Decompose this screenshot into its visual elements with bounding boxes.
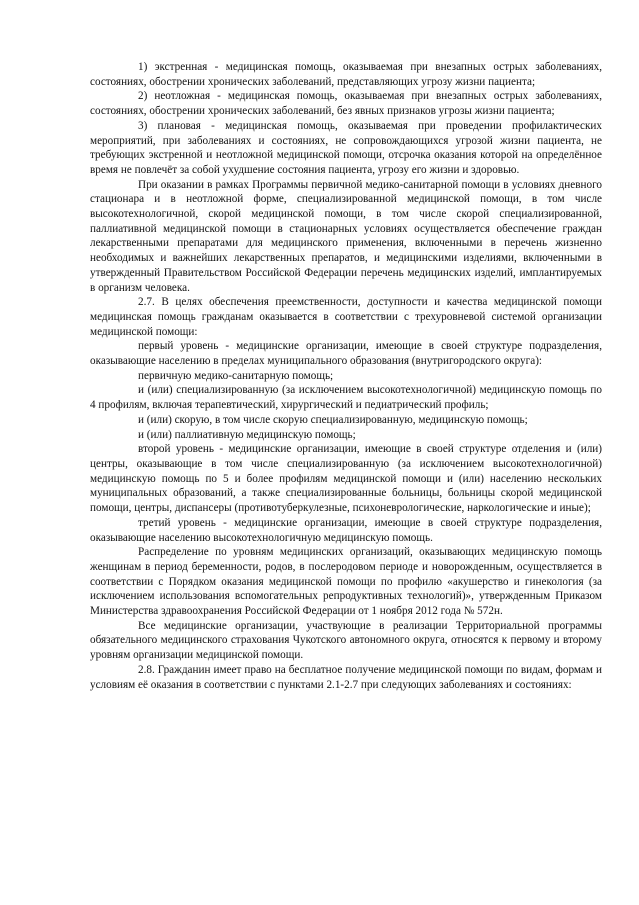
paragraph-oms-organizations: Все медицинские организации, участвующие в реализации Территориальной программы обязательного медицинского страхования Чукотского автономного округа, относятся к первому и второму уровням организации медицинской помощи. xyxy=(90,619,602,662)
paragraph-urgent-care: 2) неотложная - медицинская помощь, оказываемая при внезапных острых заболеваниях, состояниях, обострении хронических заболеваний, без явных признаков угрозы жизни пациента; xyxy=(90,90,602,118)
paragraph-second-level: второй уровень - медицинские организации, имеющие в своей структуре отделения и (или) центры, оказывающие в том числе специализированную (за исключением высокотехнологичной) медицинскую помощь по 5 и более профилям медицинской помощи и (или) населению нескольких муниципальных образований, а также специализированные больницы, больницы скорой медицинской помощи, центры, диспансеры (противотуберкулезные, психоневрологические, наркологические и иные); xyxy=(90,443,602,515)
paragraph-emergency-care: 1) экстренная - медицинская помощь, оказываемая при внезапных острых заболеваниях, состояниях, обострении хронических заболеваний, представляющих угрозу жизни пациента; xyxy=(90,61,602,88)
document-body xyxy=(90,60,602,692)
paragraph-section-2-8: 2.8. Гражданин имеет право на бесплатное получение медицинской помощи по видам, формам и условиям её оказания в соответствии с пунктами 2.1-2.7 при следующих заболеваниях и состояниях: xyxy=(90,663,602,691)
paragraph-drug-provision: При оказании в рамках Программы первичной медико-санитарной помощи в условиях дневного стационара и в неотложной форме, специализированной медицинской помощи, в том числе высокотехнологичной, скорой медицинской помощи, в том числе скорой специализированной, паллиативной медицинской помощи в стационарных условиях осуществляется обеспечение граждан лекарственными препаратами для медицинского применения, включенными в перечень жизненно необходимых и важнейших лекарственных препаратов, и медицинскими изделиями, включенными в утвержденный Правительством Российской Федерации перечень медицинских изделий, имплантируемых в организм человека. xyxy=(90,178,602,294)
list-item-emergency-care: и (или) скорую, в том числе скорую специализированную, медицинскую помощь; xyxy=(138,413,528,426)
paragraph-maternity-distribution: Распределение по уровням медицинских организаций, оказывающих медицинскую помощь женщинам в период беременности, родов, в послеродовом периоде и новорожденным, осуществляется в соответствии с Порядком оказания медицинской помощи по профилю «акушерство и гинекология (за исключением использования вспомогательных репродуктивных технологий)», утвержденным Приказом Министерства здравоохранения Российской Федерации от 1 ноября 2012 года № 572н. xyxy=(90,546,602,618)
list-item-primary-care: первичную медико-санитарную помощь; xyxy=(138,369,334,382)
paragraph-third-level: третий уровень - медицинские организации, имеющие в своей структуре подразделения, оказывающие населению высокотехнологичную медицинскую помощь. xyxy=(90,516,602,544)
paragraph-section-2-7: 2.7. В целях обеспечения преемственности, доступности и качества медицинской помощи медицинская помощь гражданам оказывается в соответствии с трехуровневой системой организации медицинской помощи: xyxy=(90,296,602,338)
paragraph-first-level: первый уровень - медицинские организации, имеющие в своей структуре подразделения, оказывающие населению в пределах муниципального образования (внутригородского округа): xyxy=(90,340,602,368)
list-item-specialized-care: и (или) специализированную (за исключением высокотехнологичной) медицинскую помощь по 4 профилям, включая терапевтический, хирургический и педиатрический профиль; xyxy=(90,384,602,412)
paragraph-planned-care: 3) плановая - медицинская помощь, оказываемая при проведении профилактических мероприятий, при заболеваниях и состояниях, не сопровождающихся угрозой жизни пациента, не требующих экстренной и неотложной медицинской помощи, отсрочка оказания которой на определённое время не повлечёт за собой ухудшение состояния пациента, угрозу его жизни и здоровью. xyxy=(90,119,602,176)
list-item-palliative-care: и (или) паллиативную медицинскую помощь; xyxy=(138,428,356,441)
